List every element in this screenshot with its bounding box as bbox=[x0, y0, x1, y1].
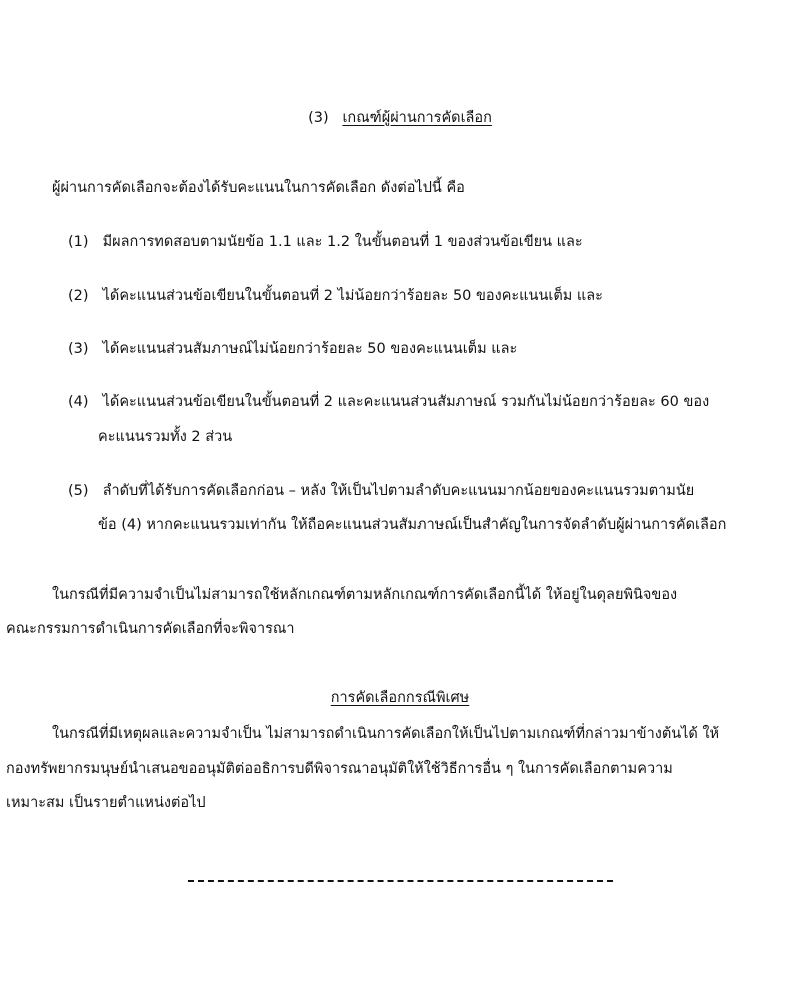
special-heading-title: การคัดเลือกกรณีพิเศษ bbox=[330, 690, 470, 706]
criterion-item bbox=[68, 338, 517, 360]
criterion-number: (2) bbox=[68, 288, 89, 304]
section-title: เกณฑ์ผู้ผ่านการคัดเลือก bbox=[342, 110, 492, 126]
criterion-item bbox=[68, 480, 694, 502]
criterion-item bbox=[68, 285, 603, 307]
criterion-text-continued: ข้อ (4) หากคะแนนรวมเท่ากัน ให้ถือคะแนนส่วนสัมภาษณ์เป็นสำคัญในการจัดลำดับผู้ผ่านการคัดเลือก bbox=[98, 517, 727, 533]
criterion-number: (5) bbox=[68, 483, 89, 499]
special-paragraph-line: กองทรัพยากรมนุษย์นำเสนอขออนุมัติต่ออธิการบดีพิจารณาอนุมัติให้ใช้วิธีการอื่น ๆ ในการคัดเลือกตามความ bbox=[6, 761, 673, 777]
criterion-text: ลำดับที่ได้รับการคัดเลือกก่อน – หลัง ให้เป็นไปตามลำดับคะแนนมากน้อยของคะแนนรวมตามนัย bbox=[102, 483, 695, 499]
special-paragraph-line: เหมาะสม เป็นรายตำแหน่งต่อไป bbox=[6, 795, 206, 811]
discretion-paragraph-line: ในกรณีที่มีความจำเป็นไม่สามารถใช้หลักเกณฑ์ตามหลักเกณฑ์การคัดเลือกนี้ได้ ให้อยู่ในดุลยพินิจของ bbox=[52, 587, 678, 603]
criterion-number: (4) bbox=[68, 394, 89, 410]
criterion-text: ได้คะแนนส่วนสัมภาษณ์ไม่น้อยกว่าร้อยละ 50 ของคะแนนเต็ม และ bbox=[102, 341, 518, 357]
criterion-text: ได้คะแนนส่วนข้อเขียนในขั้นตอนที่ 2 และคะแนนส่วนสัมภาษณ์ รวมกันไม่น้อยกว่าร้อยละ 60 ของ bbox=[102, 394, 710, 410]
criterion-text: มีผลการทดสอบตามนัยข้อ 1.1 และ 1.2 ในขั้นตอนที่ 1 ของส่วนข้อเขียน และ bbox=[102, 234, 583, 250]
section-number: (3) bbox=[308, 110, 329, 126]
special-paragraph-line: ในกรณีที่มีเหตุผลและความจำเป็น ไม่สามารถดำเนินการคัดเลือกให้เป็นไปตามเกณฑ์ที่กล่าวมาข้างต้นได้ ให้ bbox=[52, 726, 720, 742]
criterion-item bbox=[68, 391, 709, 413]
criterion-text: ได้คะแนนส่วนข้อเขียนในขั้นตอนที่ 2 ไม่น้อยกว่าร้อยละ 50 ของคะแนนเต็ม และ bbox=[102, 288, 603, 304]
criterion-number: (3) bbox=[68, 341, 89, 357]
special-heading bbox=[0, 687, 800, 709]
section-heading bbox=[0, 107, 800, 129]
criterion-text-continued: คะแนนรวมทั้ง 2 ส่วน bbox=[98, 429, 233, 445]
discretion-paragraph-line: คณะกรรมการดำเนินการคัดเลือกที่จะพิจารณา bbox=[6, 621, 295, 637]
criterion-item bbox=[68, 231, 583, 253]
intro-text: ผู้ผ่านการคัดเลือกจะต้องได้รับคะแนนในการคัดเลือก ดังต่อไปนี้ คือ bbox=[52, 180, 465, 196]
end-divider bbox=[188, 880, 613, 882]
criterion-number: (1) bbox=[68, 234, 89, 250]
